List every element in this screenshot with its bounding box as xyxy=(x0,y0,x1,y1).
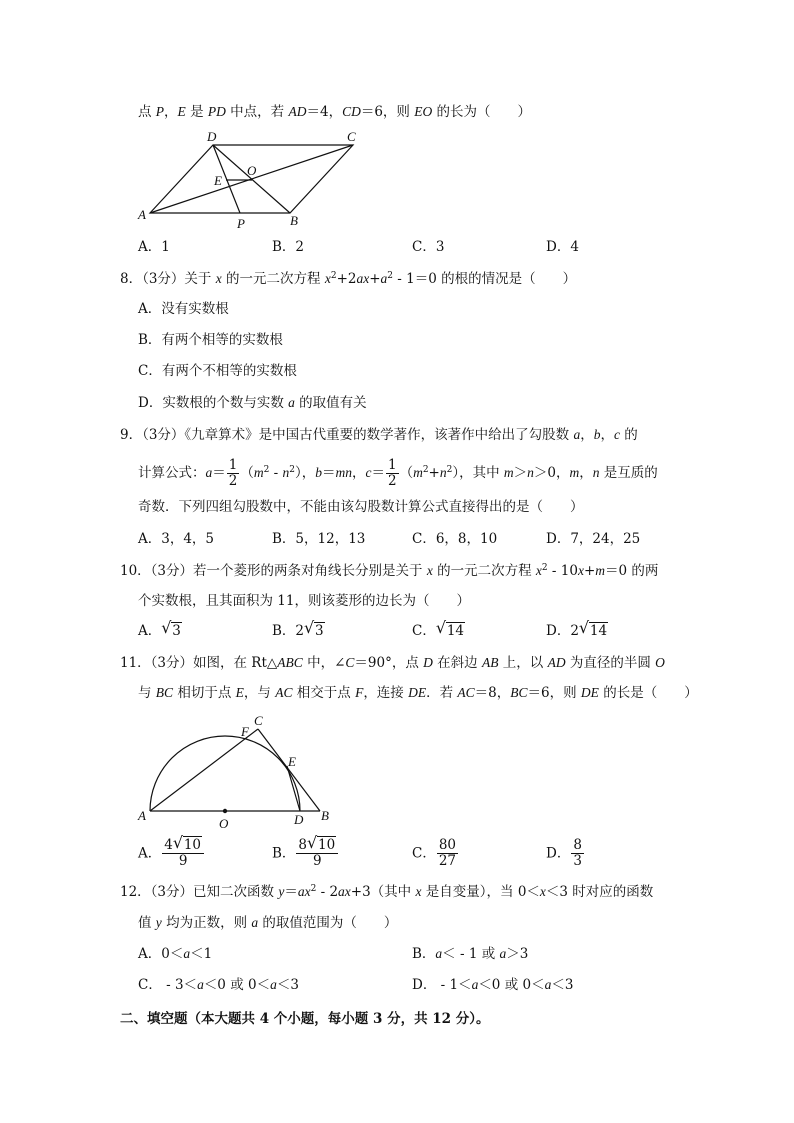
section-2-heading: 二、填空题（本大题共 4 个小题，每小题 3 分，共 12 分）。 xyxy=(120,1011,490,1027)
sqrt-symbol: √ 14 xyxy=(578,618,608,639)
q12-option-d[interactable]: D． - 1＜a＜0 或 0＜a＜3 xyxy=(412,977,574,993)
q7-label-P: P xyxy=(237,216,245,231)
q7-option-d[interactable]: D．4 xyxy=(546,239,579,255)
q11-option-d[interactable]: D． $\frac{8}{3}$ xyxy=(546,837,582,869)
q9-option-b[interactable]: B．5，12，13 xyxy=(272,531,366,547)
sqrt-symbol: √ 3 xyxy=(304,618,324,639)
sqrt-symbol: √ 14 xyxy=(435,618,465,639)
sqrt-symbol: √ 10 xyxy=(307,833,336,853)
q7-option-a[interactable]: A．1 xyxy=(138,239,170,255)
q11-option-b[interactable]: B． 8 √ 10 9 xyxy=(272,838,339,869)
q10-option-c[interactable]: C． √ 14 xyxy=(412,618,465,639)
q7-label-B: B xyxy=(290,213,298,228)
q11-label-F: F xyxy=(241,724,249,739)
q8-option-a[interactable]: A．没有实数根 xyxy=(138,301,229,317)
q12-option-b[interactable]: B．a＜ - 1 或 a＞3 xyxy=(412,946,529,962)
q12-option-a[interactable]: A．0＜a＜1 xyxy=(138,946,213,962)
q10-stem-line1: 10．（3分）若一个菱形的两条对角线长分别是关于 x 的一元二次方程 $x^2 - 10x+m=0$ 的两 xyxy=(120,563,659,579)
q9-option-d[interactable]: D．7，24，25 xyxy=(546,531,641,547)
q9-stem-line1: 9．（3分）《九章算术》是中国古代重要的数学著作，该著作中给出了勾股数 a，b，c 的 xyxy=(120,427,638,443)
q10-stem-line2: 个实数根，且其面积为 11，则该菱形的边长为（ ） xyxy=(138,593,470,609)
q12-stem-line2: 值 y 均为正数，则 a 的取值范围为（ ） xyxy=(138,915,398,931)
q9-option-a[interactable]: A．3，4，5 xyxy=(138,531,215,547)
q8-option-c[interactable]: C．有两个不相等的实数根 xyxy=(138,363,297,379)
q8-option-b[interactable]: B．有两个相等的实数根 xyxy=(138,332,283,348)
q12-stem-line1: 12．（3分）已知二次函数 $y=ax^2 - 2ax+3$（其中 x 是自变量），当 0＜x＜3 时对应的函数 xyxy=(120,884,654,900)
q10-option-d[interactable]: D．2 √ 14 xyxy=(546,618,608,639)
q7-label-C: C xyxy=(347,129,356,144)
sqrt-symbol: √ 3 xyxy=(161,618,181,639)
q11-option-a[interactable]: A． 4 √ 10 9 xyxy=(138,838,205,869)
q11-label-O: O xyxy=(219,816,229,831)
q11-option-c[interactable]: C． $\frac{80}{27}$ xyxy=(412,837,457,869)
q7-option-c[interactable]: C．3 xyxy=(412,239,445,255)
sqrt-symbol: √ 10 xyxy=(172,833,202,853)
q7-stem: 点 P，E 是 PD 中点，若 AD＝4，CD＝6，则 EO 的长为（ ） xyxy=(138,104,532,120)
q9-stem-line3: 奇数．下列四组勾股数中，不能由该勾股数计算公式直接得出的是（ ） xyxy=(138,499,584,515)
q10-option-a[interactable]: A． √ 3 xyxy=(138,618,181,639)
q7-label-O: O xyxy=(247,163,257,178)
q11-label-A: A xyxy=(138,808,146,823)
q9-stem-line2: 计算公式：a＝ $\frac{1}{2}$ $(m^2 - n^2)$，b＝mn，c＝ $\frac{1}{2}$ $(m^2+n^2)$，其中 m＞n＞0，m，n 是互质的 xyxy=(138,457,658,489)
q7-option-b[interactable]: B．2 xyxy=(272,239,305,255)
q7-label-D: D xyxy=(207,129,217,144)
q11-label-B: B xyxy=(321,808,329,823)
q7-label-A: A xyxy=(138,207,146,222)
q9-option-c[interactable]: C．6，8，10 xyxy=(412,531,498,547)
q11-stem-line2: 与 BC 相切于点 E，与 AC 相交于点 F，连接 DE．若 AC＝8，BC＝6，则 DE 的长是（ ） xyxy=(138,685,698,701)
q9-fraction-half-1: $\frac{1}{2}$ xyxy=(228,457,238,489)
q11-label-E: E xyxy=(288,754,296,769)
q8-stem: 8．（3分）关于 x 的一元二次方程 $x^2+2ax+a^2 - 1=0$ 的根的情况是（ ） xyxy=(120,271,577,287)
q11-stem-line1: 11．（3分）如图，在 Rt△ABC 中，∠C＝90°，点 D 在斜边 AB 上，以 AD 为直径的半圆 O xyxy=(120,655,665,671)
q10-option-b[interactable]: B．2 √ 3 xyxy=(272,618,324,639)
q11-label-D: D xyxy=(294,812,304,827)
q9-fraction-half-2: $\frac{1}{2}$ xyxy=(387,457,397,489)
q11-label-C: C xyxy=(254,713,263,728)
q8-option-d[interactable]: D．实数根的个数与实数 a 的取值有关 xyxy=(138,395,367,411)
q7-label-E: E xyxy=(214,173,222,188)
q12-option-c[interactable]: C． - 3＜a＜0 或 0＜a＜3 xyxy=(138,977,299,993)
